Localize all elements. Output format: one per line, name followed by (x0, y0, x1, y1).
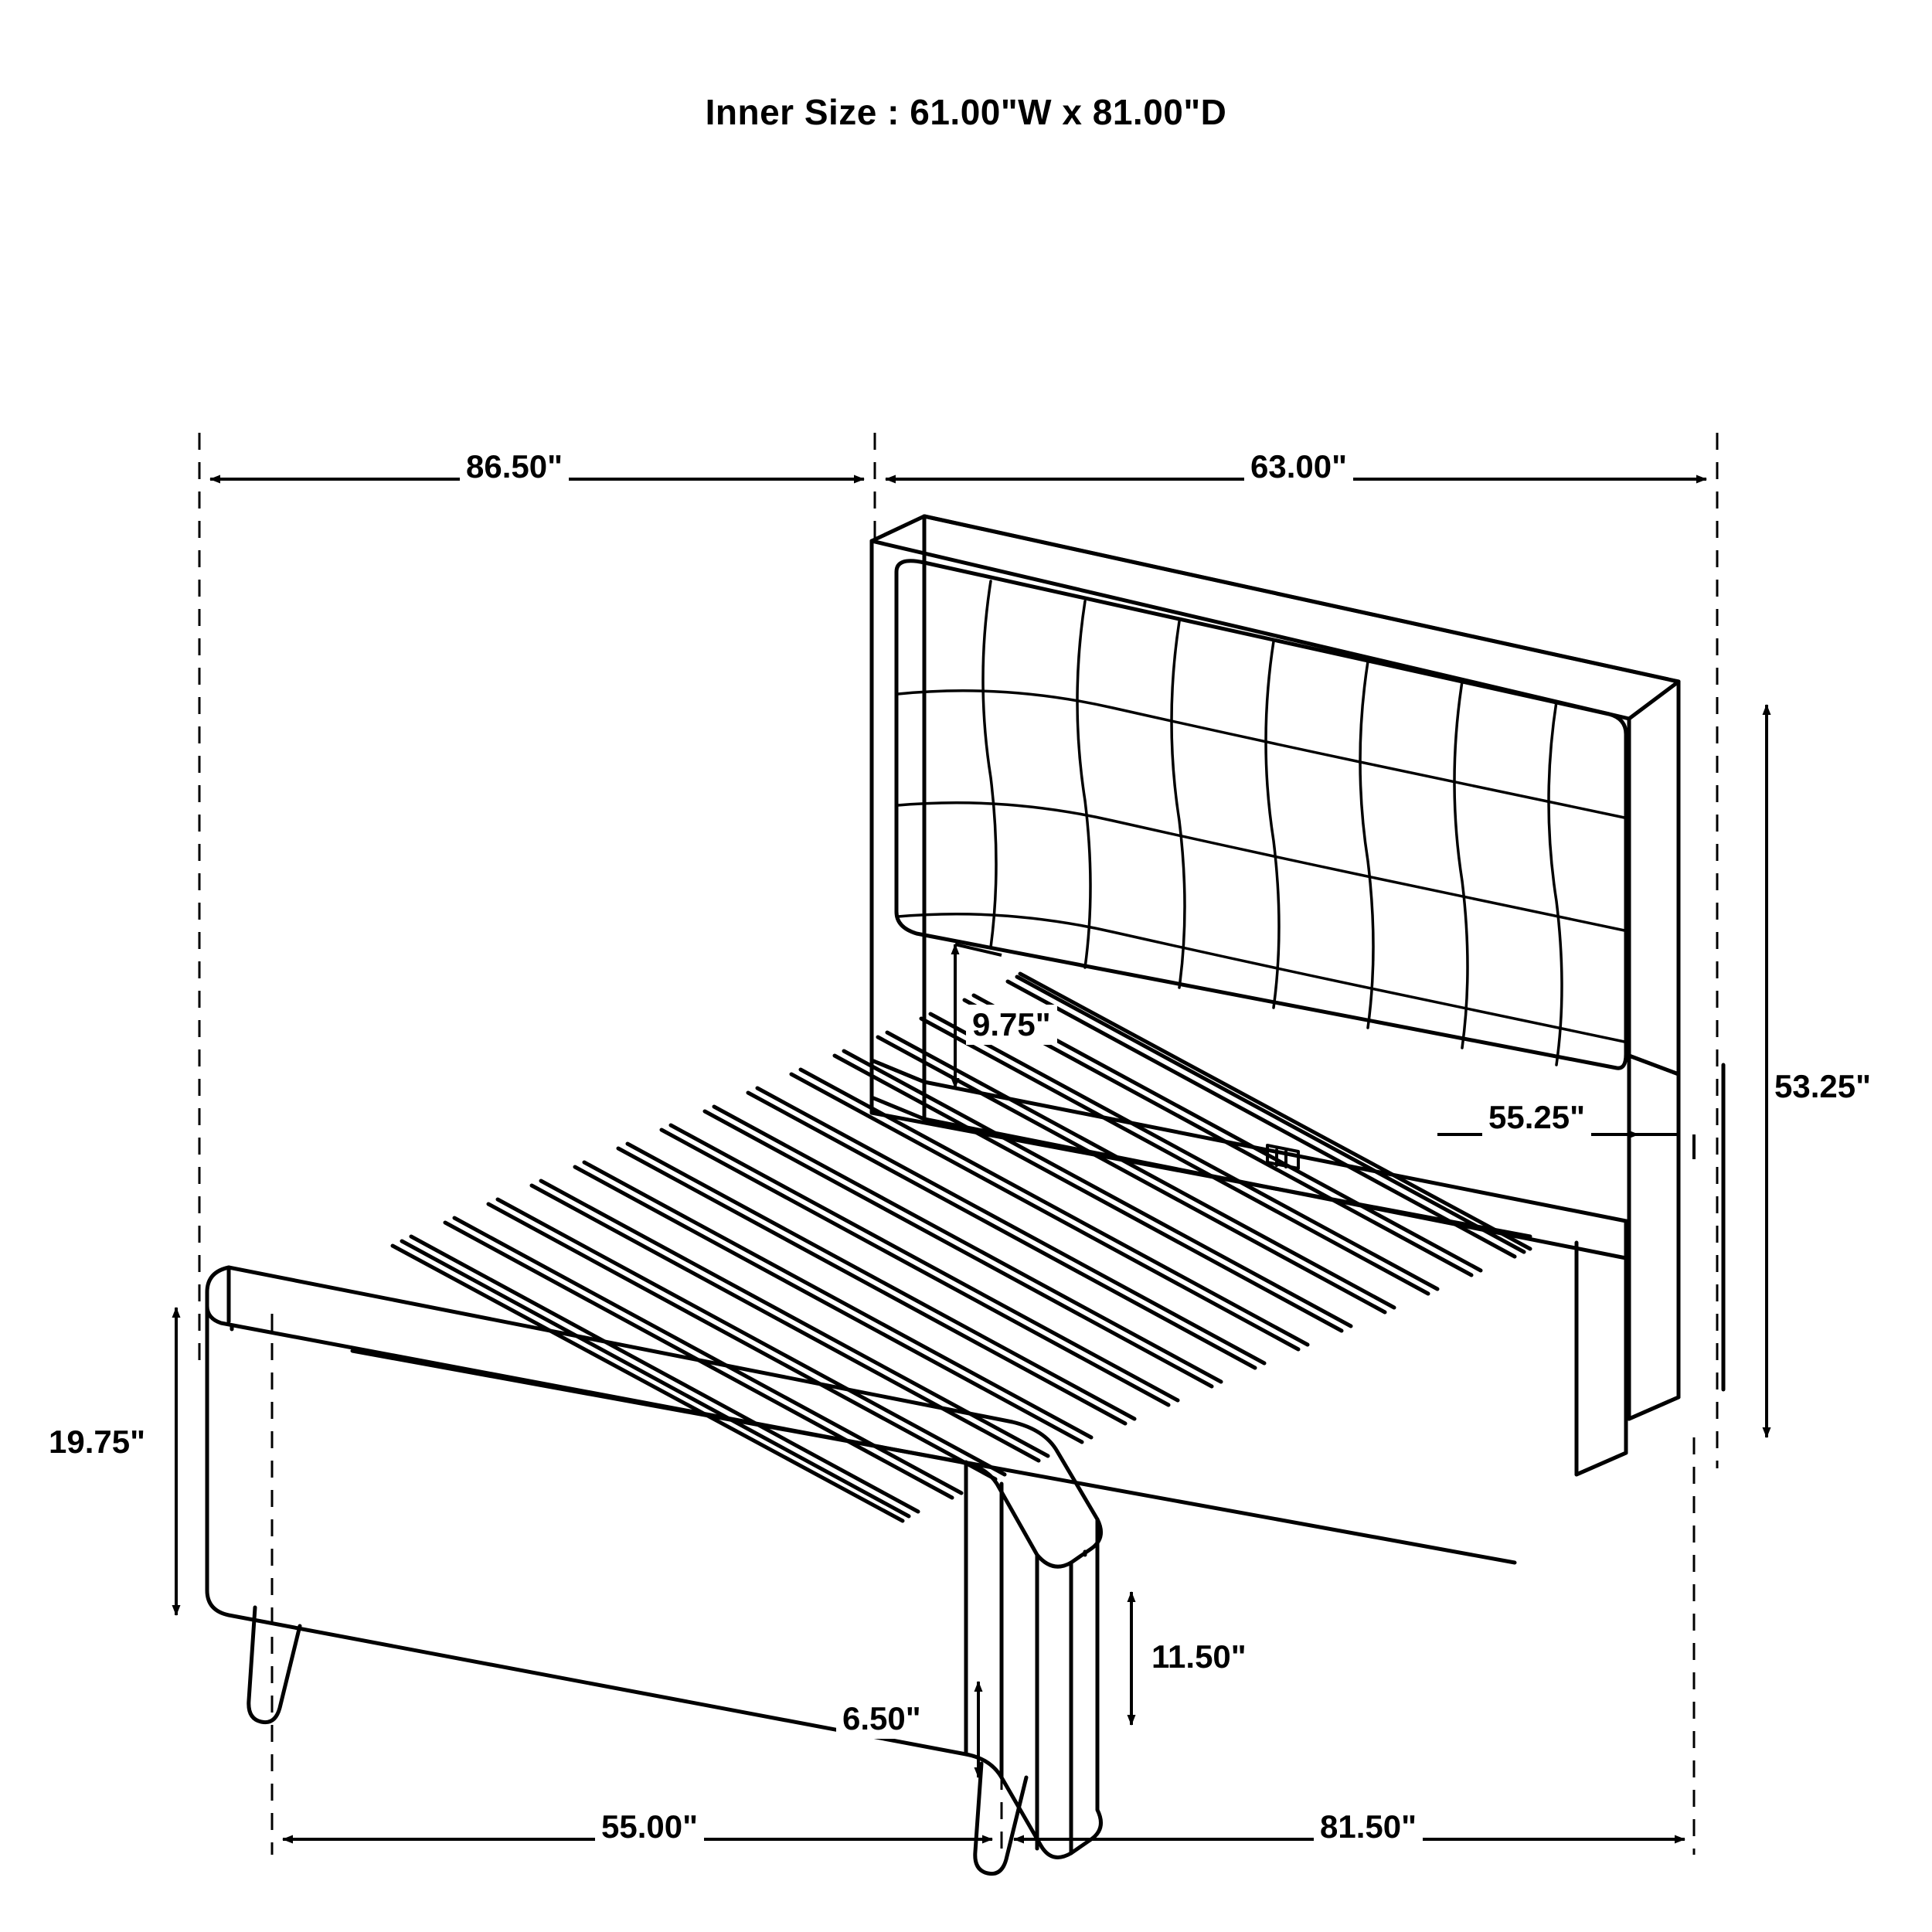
dimension-label-side-rail-clearance: 11.50" (1145, 1637, 1253, 1677)
dimension-lines (176, 479, 1767, 1839)
dimension-label-headboard-panel-width: 55.25" (1482, 1097, 1591, 1138)
platform-slats (402, 977, 1524, 1516)
dimension-label-headboard-height: 53.25" (1768, 1066, 1877, 1107)
dimension-label-footboard-width: 55.00" (595, 1807, 704, 1847)
extension-lines (199, 433, 1717, 1855)
dimension-label-side-rail-length: 81.50" (1314, 1807, 1423, 1847)
dimension-label-overall-right-width: 63.00" (1244, 447, 1353, 487)
dimension-label-overall-left-depth: 86.50" (460, 447, 569, 487)
bed-illustration (207, 516, 1723, 1874)
page-title: Inner Size : 61.00"W x 81.00"D (705, 92, 1227, 132)
dimension-label-headboard-gap-height: 9.75" (966, 1005, 1057, 1045)
dimension-label-leg-height: 6.50" (836, 1699, 927, 1739)
tufting-seams (898, 581, 1624, 1065)
dimension-label-footboard-height: 19.75" (43, 1422, 151, 1462)
